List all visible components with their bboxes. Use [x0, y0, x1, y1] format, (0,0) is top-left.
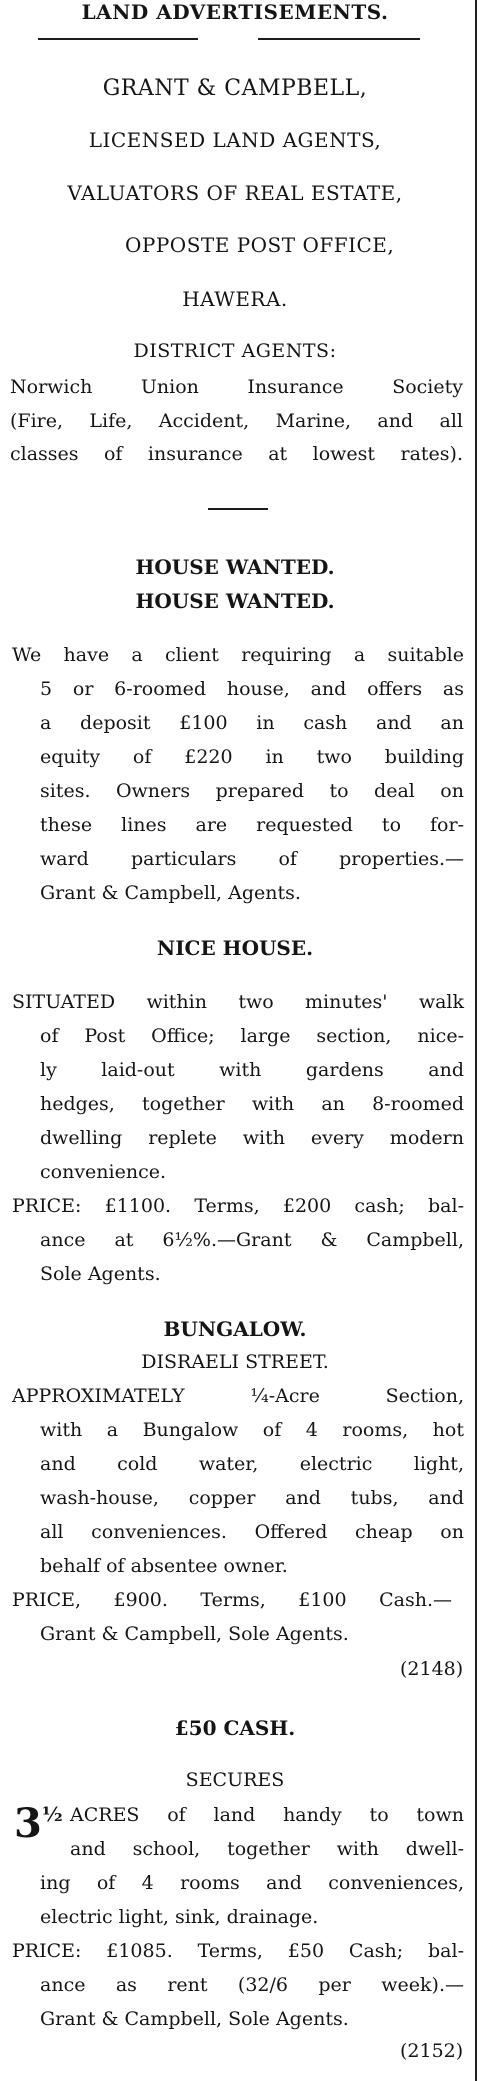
bungalow-line: APPROXIMATELY ¼-Acre Section,	[12, 1385, 464, 1407]
bungalow-ref-number: (2148)	[400, 1658, 464, 1680]
bungalow-line: with a Bungalow of 4 rooms, hot	[40, 1419, 464, 1441]
bungalow-price-line: Grant & Campbell, Sole Agents.	[40, 1623, 349, 1645]
section-title: LAND ADVERTISEMENTS.	[81, 0, 389, 24]
fifty-cash-secures: SECURES	[185, 1769, 285, 1791]
house-wanted-heading-repeat: HOUSE WANTED.	[135, 589, 335, 613]
fifty-cash-acreage	[14, 1800, 63, 1847]
bungalow-line: all conveniences. Offered cheap on	[40, 1521, 464, 1543]
fifty-cash-line: ACRES of land handy to town	[70, 1804, 464, 1826]
firm-licensed-agents: LICENSED LAND AGENTS,	[88, 128, 382, 152]
nice-house-line: ly laid-out with gardens and	[40, 1059, 464, 1081]
insurance-line: Norwich Union Insurance Society	[10, 376, 463, 398]
nice-house-price-line: Sole Agents.	[40, 1263, 161, 1285]
firm-town: HAWERA.	[182, 287, 288, 311]
column-divider-rule	[475, 0, 477, 2081]
fifty-cash-line: electric light, sink, drainage.	[40, 1906, 319, 1928]
nice-house-line: SITUATED within two minutes' walk	[12, 991, 464, 1013]
section-divider	[208, 508, 268, 510]
bungalow-heading: BUNGALOW.	[163, 1317, 307, 1341]
house-wanted-line: ward particulars of properties.—	[40, 848, 464, 870]
house-wanted-line: sites. Owners prepared to deal on	[40, 780, 464, 802]
bungalow-line: and cold water, electric light,	[40, 1453, 464, 1475]
house-wanted-line: these lines are requested to for-	[40, 814, 464, 836]
nice-house-line: convenience.	[40, 1161, 167, 1183]
house-wanted-line: Grant & Campbell, Agents.	[40, 882, 301, 904]
bungalow-line: behalf of absentee owner.	[40, 1555, 288, 1577]
firm-valuators: VALUATORS OF REAL ESTATE,	[67, 181, 403, 205]
fifty-cash-line: and school, together with dwell-	[70, 1838, 464, 1860]
firm-name: GRANT & CAMPBELL,	[102, 76, 368, 101]
house-wanted-line: 5 or 6-roomed house, and offers as	[40, 678, 464, 700]
nice-house-price-line: PRICE: £1100. Terms, £200 cash; bal-	[12, 1195, 464, 1217]
house-wanted-heading: HOUSE WANTED.	[135, 555, 335, 579]
fifty-cash-line: ing of 4 rooms and conveniences,	[40, 1872, 464, 1894]
nice-house-price-line: ance at 6½%.—Grant & Campbell,	[40, 1229, 464, 1251]
acreage-fraction: ½	[41, 1802, 63, 1826]
fifty-cash-price-line: PRICE: £1085. Terms, £50 Cash; bal-	[12, 1940, 464, 1962]
nice-house-line: hedges, together with an 8-roomed	[40, 1093, 464, 1115]
house-wanted-line: a deposit £100 in cash and an	[40, 712, 464, 734]
fifty-cash-ref-number: (2152)	[400, 2040, 464, 2062]
title-rule-right	[258, 38, 420, 40]
acreage-whole: 3	[14, 1800, 42, 1847]
nice-house-heading: NICE HOUSE.	[156, 936, 314, 960]
insurance-line: (Fire, Life, Accident, Marine, and all	[10, 410, 463, 432]
house-wanted-line: equity of £220 in two building	[40, 746, 464, 768]
title-rule-left	[38, 38, 198, 40]
nice-house-line: of Post Office; large section, nice-	[40, 1025, 464, 1047]
nice-house-line: dwelling replete with every modern	[40, 1127, 464, 1149]
fifty-cash-heading: £50 CASH.	[174, 1716, 296, 1740]
fifty-cash-price-line: Grant & Campbell, Sole Agents.	[40, 2008, 349, 2030]
insurance-line: classes of insurance at lowest rates).	[10, 443, 463, 465]
bungalow-street: DISRAELI STREET.	[141, 1351, 329, 1373]
bungalow-price-line: PRICE, £900. Terms, £100 Cash.—	[12, 1589, 452, 1611]
bungalow-line: wash-house, copper and tubs, and	[40, 1487, 464, 1509]
firm-location: OPPOSTE POST OFFICE,	[125, 233, 395, 257]
district-agents-heading: DISTRICT AGENTS:	[133, 340, 337, 362]
fifty-cash-price-line: ance as rent (32/6 per week).—	[40, 1974, 464, 1996]
house-wanted-line: We have a client requiring a suitable	[12, 644, 464, 666]
